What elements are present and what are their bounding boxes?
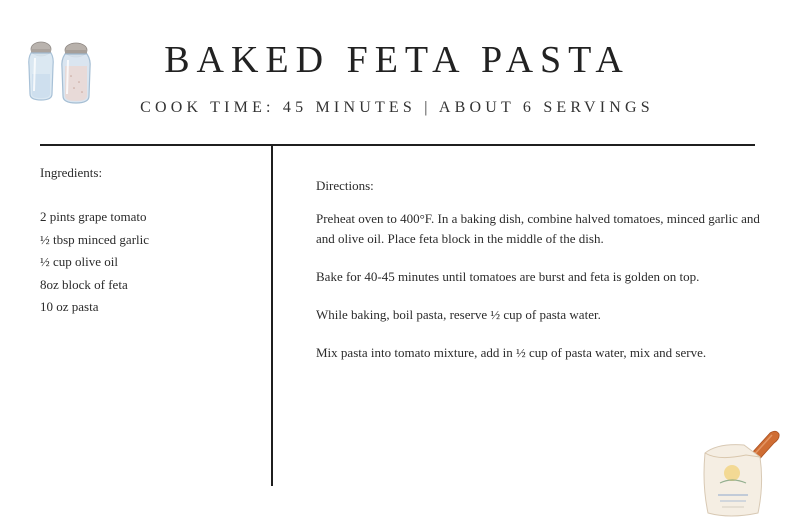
ingredient-item: 10 oz pasta: [40, 299, 99, 314]
recipe-subtitle: COOK TIME: 45 MINUTES | ABOUT 6 SERVINGS: [140, 99, 654, 116]
ingredients-heading: Ingredients:: [40, 165, 103, 180]
ingredients-section: [40, 165, 260, 319]
ingredient-item: 2 pints grape tomato: [40, 209, 147, 224]
direction-step: Preheat oven to 400°F. In a baking dish, combine halved tomatoes, minced garlic and and olive oil. Place feta block in the middle of the dish.: [316, 211, 760, 246]
flour-bag: [704, 445, 762, 516]
directions-heading: Directions:: [316, 178, 374, 193]
ingredient-item: ½ tbsp minced garlic: [40, 231, 150, 247]
recipe-title: BAKED FETA PASTA: [164, 39, 630, 81]
horizontal-divider: [40, 144, 755, 146]
direction-step: While baking, boil pasta, reserve ½ cup of pasta water.: [316, 307, 601, 322]
direction-step: Mix pasta into tomato mixture, add in ½ cup of pasta water, mix and serve.: [316, 345, 707, 360]
ingredient-item: 8oz block of feta: [40, 276, 128, 292]
flour-bag-icon: [700, 425, 785, 520]
ingredient-item: ½ cup olive oil: [40, 254, 118, 269]
directions-section: [316, 178, 766, 381]
ingredients-list: [40, 206, 260, 319]
vertical-divider: [271, 145, 273, 486]
direction-step: Bake for 40-45 minutes until tomatoes are burst and feta is golden on top.: [316, 269, 700, 284]
